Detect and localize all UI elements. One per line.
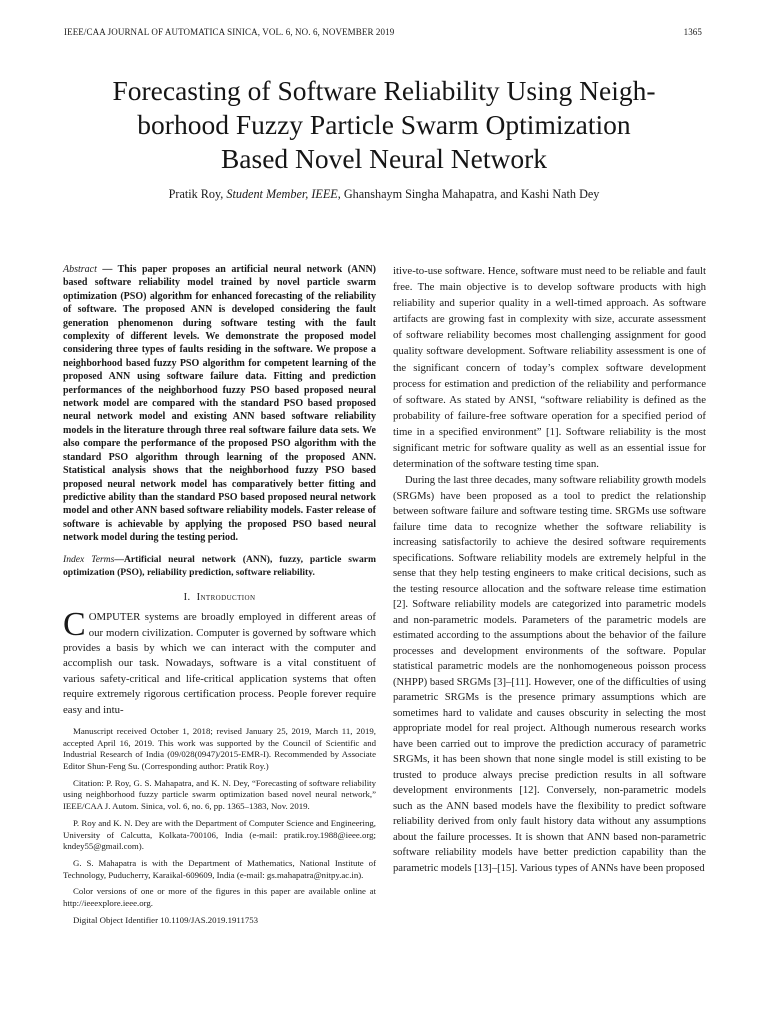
intro-text: OMPUTER systems are broadly employed in different areas of our modern civilization. Computer is governed by software which provides a basis by which we can interact with the computer and accomplish our task. Nowadays, software is a vital constituent of various safety-critical and life-critical application systems that often require extremely rigorous certification process. People forever require easy and intu- [63,611,376,716]
index-terms [63,553,376,579]
footnote-affiliation-1: P. Roy and K. N. Dey are with the Department of Computer Science and Engineering, University of Calcutta, Kolkata-700106, India (e-mail: pratik.roy.1988@ieee.org; kndey55@gmail.com). [63,817,376,852]
running-header [64,27,702,37]
paragraph-2: During the last three decades, many software reliability growth models (SRGMs) have been proposed as a tool to predict the relationship between software failure and software testing time. SRGMs use software failure time data to recognize whether the software reliability is increasing satisfactorily to achieve the desired software requirements specifications. Software reliability models are extremely helpful in the sense that they help testing engineers to make critical decisions, such as the testing resource allocation and the software release time estimation [2]. Software reliability models are categorized into parametric models and non-parametric models. Parameters of the parametric models are estimated according to the assumptions about the behavior of the failure processes and development environments of the software. Popular statistical parametric models are the nonhomogeneous poisson process (NHPP) based SRGMs [3]–[11]. However, one of the difficulties of using parametric SRGMs is the presence primary assumptions which are sometimes hard to validate and causes obscurity in selecting the most appropriate model for real project. Although numerous research works have been carried out to improve the prediction accuracy of parametric SRGMs, it has been shown that none single model is still existing to be trusted to produce always precise prediction results in all software development environments [12]. Conversely, non-parametric models such as the ANN based models have the flexibility to predict software reliability derived from only fault history data without any assumptions about the failure processes. It is shown that ANN based non-parametric software reliability models have better prediction capability than the parametric models [13]–[15]. Various types of ANNs have been proposed [393,475,706,874]
journal-name: IEEE/CAA JOURNAL OF AUTOMATICA SINICA, VOL. 6, NO. 6, NOVEMBER 2019 [64,27,395,37]
left-column [63,263,376,932]
title-line-2: borhood Fuzzy Particle Swarm Optimization [137,109,631,140]
index-terms-lead: Index Terms [63,553,115,565]
right-column [393,263,706,876]
footnote-color: Color versions of one or more of the figures in this paper are available online at http://ieeexplore.ieee.org. [63,886,376,909]
section-title: Introduction [196,591,256,603]
abstract-text: — This paper proposes an artificial neural network (ANN) based software reliability model trained by novel particle swarm optimization (PSO) algorithm for enhanced forecasting of the reliability of software. The proposed ANN is developed considering the fault generation phenomenon during software testing with the fault complexity of different levels. We demonstrate the proposed model considering three types of faults residing in the software. We propose a neighborhood based fuzzy PSO algorithm for competent learning of the proposed ANN using software failure data. Fitting and prediction performances of the neighborhood fuzzy PSO based proposed neural network model are compared with the standard PSO based proposed neural network model and existing ANN based software reliability models in the literature through three real software failure data sets. We also compare the performance of the proposed PSO algorithm with the standard PSO algorithm through learning of the proposed ANN. Statistical analysis shows that the neighborhood fuzzy PSO based proposed neural network model has comparatively better fitting and predictive ability than the standard PSO based proposed neural network model and other ANN based software reliability models. Faster release of software is achievable by applying the proposed PSO based neural network model during the testing period. [63,264,376,544]
section-heading [63,590,376,606]
drop-cap: C [63,606,86,644]
index-terms-text: —Artificial neural network (ANN), fuzzy, particle swarm optimization (PSO), reliability prediction, software reliability. [63,553,376,578]
paragraph-1: itive-to-use software. Hence, software must need to be reliable and fault free. The main objective is to develop software products with high reliability and superior quality in a well-timed approach. As software artifacts are growing fast in complexity with size, accurate assessment of software reliability becomes most challenging assignment for good quality software development. Software reliability assessment is one of the significant concern of today’s complex software development process for estimation and prediction of the reliability and performance of software. As stated by ANSI, “software reliability is defined as the probability of failure-free software operation for a specified period of time in a specified environment” [1]. Software reliability is the most significant metric for software quality as well as an essential issue for determination of the software testing time span. [393,265,706,471]
paper-title [40,74,728,176]
footnotes [63,726,376,927]
title-line-1: Forecasting of Software Reliability Using Neigh- [112,75,656,106]
footnote-citation: Citation: P. Roy, G. S. Mahapatra, and K. N. Dey, “Forecasting of software reliability using neighborhood fuzzy particle swarm optimization based novel neural network,” IEEE/CAA J. Autom. Sinica, vol. 6, no. 6, pp. 1365–1383, Nov. 2019. [63,777,376,812]
author-1: Pratik Roy, [168,187,227,201]
author-1-role: Student Member, IEEE [226,187,338,201]
title-line-3: Based Novel Neural Network [220,143,548,174]
introduction [63,606,376,718]
section-number: I. [183,591,191,603]
page-number: 1365 [683,27,702,37]
footnote-manuscript: Manuscript received October 1, 2018; revised January 25, 2019, March 11, 2019, accepted April 16, 2019. This work was supported by the Council of Scientific and Industrial Research of India (09/028(0947)/2015-EMR-I). Recommended by Associate Editor Shun-Feng Su. (Corresponding author: Pratik Roy.) [63,725,376,772]
author-list [40,187,728,202]
footnote-affiliation-2: G. S. Mahapatra is with the Department of Mathematics, National Institute of Technology, Puducherry, Karaikal-609609, India (e-mail: gs.mahapatra@nitpy.ac.in). [63,858,376,880]
abstract [63,263,376,545]
footnote-doi: Digital Object Identifier 10.1109/JAS.2019.1911753 [73,914,259,925]
abstract-lead: Abstract [63,264,97,275]
other-authors: , Ghanshaym Singha Mahapatra, and Kashi Nath Dey [337,187,600,201]
